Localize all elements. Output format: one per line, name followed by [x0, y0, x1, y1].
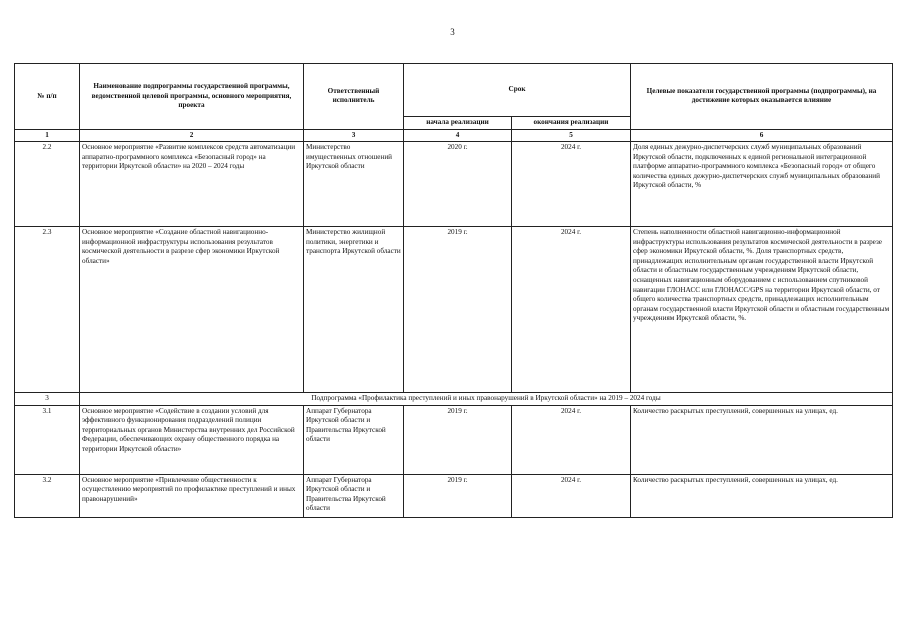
row-indicators: Количество раскрытых преступлений, совершенных на улицах, ед. — [631, 474, 893, 517]
row-indicators: Степень наполненности областной навигационно-информационной инфраструктуры использования результатов космической деятельности в разрезе сфер экономики Иркутской области, %. Доля транспортных средств, принадлежащих исполнительным органам государственной власти Иркутской области и областным государственным учреждениям Иркутской области, оснащенных навигационным оборудованием с использованием спутниковой навигации ГЛОНАСС или ГЛОНАСС/GPS на территории Иркутской области, от общего количества транспортных средств, принадлежащих исполнительным органам государственной власти Иркутской области и областным государственным учреждениям Иркутской области, %. — [631, 227, 893, 393]
row-name: Основное мероприятие «Содействие в создании условий для эффективного функционирования подразделений полиции территориальных органов Министерства внутренних дел Российской Федерации, обеспечивающих охрану общественного порядка на территории Иркутской области» — [80, 405, 304, 474]
section-row — [15, 393, 893, 406]
column-number-row — [15, 129, 893, 142]
table-row — [15, 227, 893, 393]
row-num: 2.3 — [15, 227, 80, 393]
column-number: 6 — [631, 129, 893, 142]
row-start: 2020 г. — [404, 142, 512, 227]
header-term-start: начала реализации — [404, 117, 512, 130]
row-start: 2019 г. — [404, 405, 512, 474]
row-start: 2019 г. — [404, 474, 512, 517]
header-term-end: окончания реализации — [512, 117, 631, 130]
row-start: 2019 г. — [404, 227, 512, 393]
header-name: Наименование подпрограммы государственной программы, ведомственной целевой программы, основного мероприятия, проекта — [80, 64, 304, 130]
section-title: Подпрограмма «Профилактика преступлений и иных правонарушений в Иркутской области» на 2019 – 2024 годы — [80, 393, 893, 406]
table-row — [15, 474, 893, 517]
table-row — [15, 142, 893, 227]
column-number: 1 — [15, 129, 80, 142]
program-table — [14, 63, 893, 518]
row-responsible: Аппарат Губернатора Иркутской области и Правительства Иркутской области — [304, 474, 404, 517]
row-end: 2024 г. — [512, 474, 631, 517]
column-number: 2 — [80, 129, 304, 142]
table-header-row — [15, 64, 893, 117]
row-indicators: Доля единых дежурно-диспетчерских служб муниципальных образований Иркутской области, подключенных к единой региональной интеграционной платформе аппаратно-программного комплекса «Безопасный город» от общего количества единых дежурно-диспетчерских служб муниципальных образований Иркутской области, % — [631, 142, 893, 227]
header-term: Срок — [404, 64, 631, 117]
row-end: 2024 г. — [512, 142, 631, 227]
row-indicators: Количество раскрытых преступлений, совершенных на улицах, ед. — [631, 405, 893, 474]
header-indicators: Целевые показатели государственной программы (подпрограммы), на достижение которых оказывается влияние — [631, 64, 893, 130]
section-num: 3 — [15, 393, 80, 406]
row-name: Основное мероприятие «Привлечение общественности к осуществлению мероприятий по профилактике преступлений и иных правонарушений» — [80, 474, 304, 517]
column-number: 4 — [404, 129, 512, 142]
header-responsible: Ответственный исполнитель — [304, 64, 404, 130]
column-number: 5 — [512, 129, 631, 142]
header-num: № п/п — [15, 64, 80, 130]
page-number: 3 — [450, 27, 455, 37]
row-num: 3.1 — [15, 405, 80, 474]
row-num: 2.2 — [15, 142, 80, 227]
row-num: 3.2 — [15, 474, 80, 517]
column-number: 3 — [304, 129, 404, 142]
row-end: 2024 г. — [512, 405, 631, 474]
table-row — [15, 405, 893, 474]
row-end: 2024 г. — [512, 227, 631, 393]
row-name: Основное мероприятие «Создание областной навигационно-информационной инфраструктуры использования результатов космической деятельности в разрезе сфер экономики Иркутской области» — [80, 227, 304, 393]
row-responsible: Министерство имущественных отношений Иркутской области — [304, 142, 404, 227]
row-responsible: Аппарат Губернатора Иркутской области и Правительства Иркутской области — [304, 405, 404, 474]
row-name: Основное мероприятие «Развитие комплексов средств автоматизации аппаратно-программного комплекса «Безопасный город» на территории Иркутской области» на 2020 – 2024 годы — [80, 142, 304, 227]
row-responsible: Министерство жилищной политики, энергетики и транспорта Иркутской области — [304, 227, 404, 393]
